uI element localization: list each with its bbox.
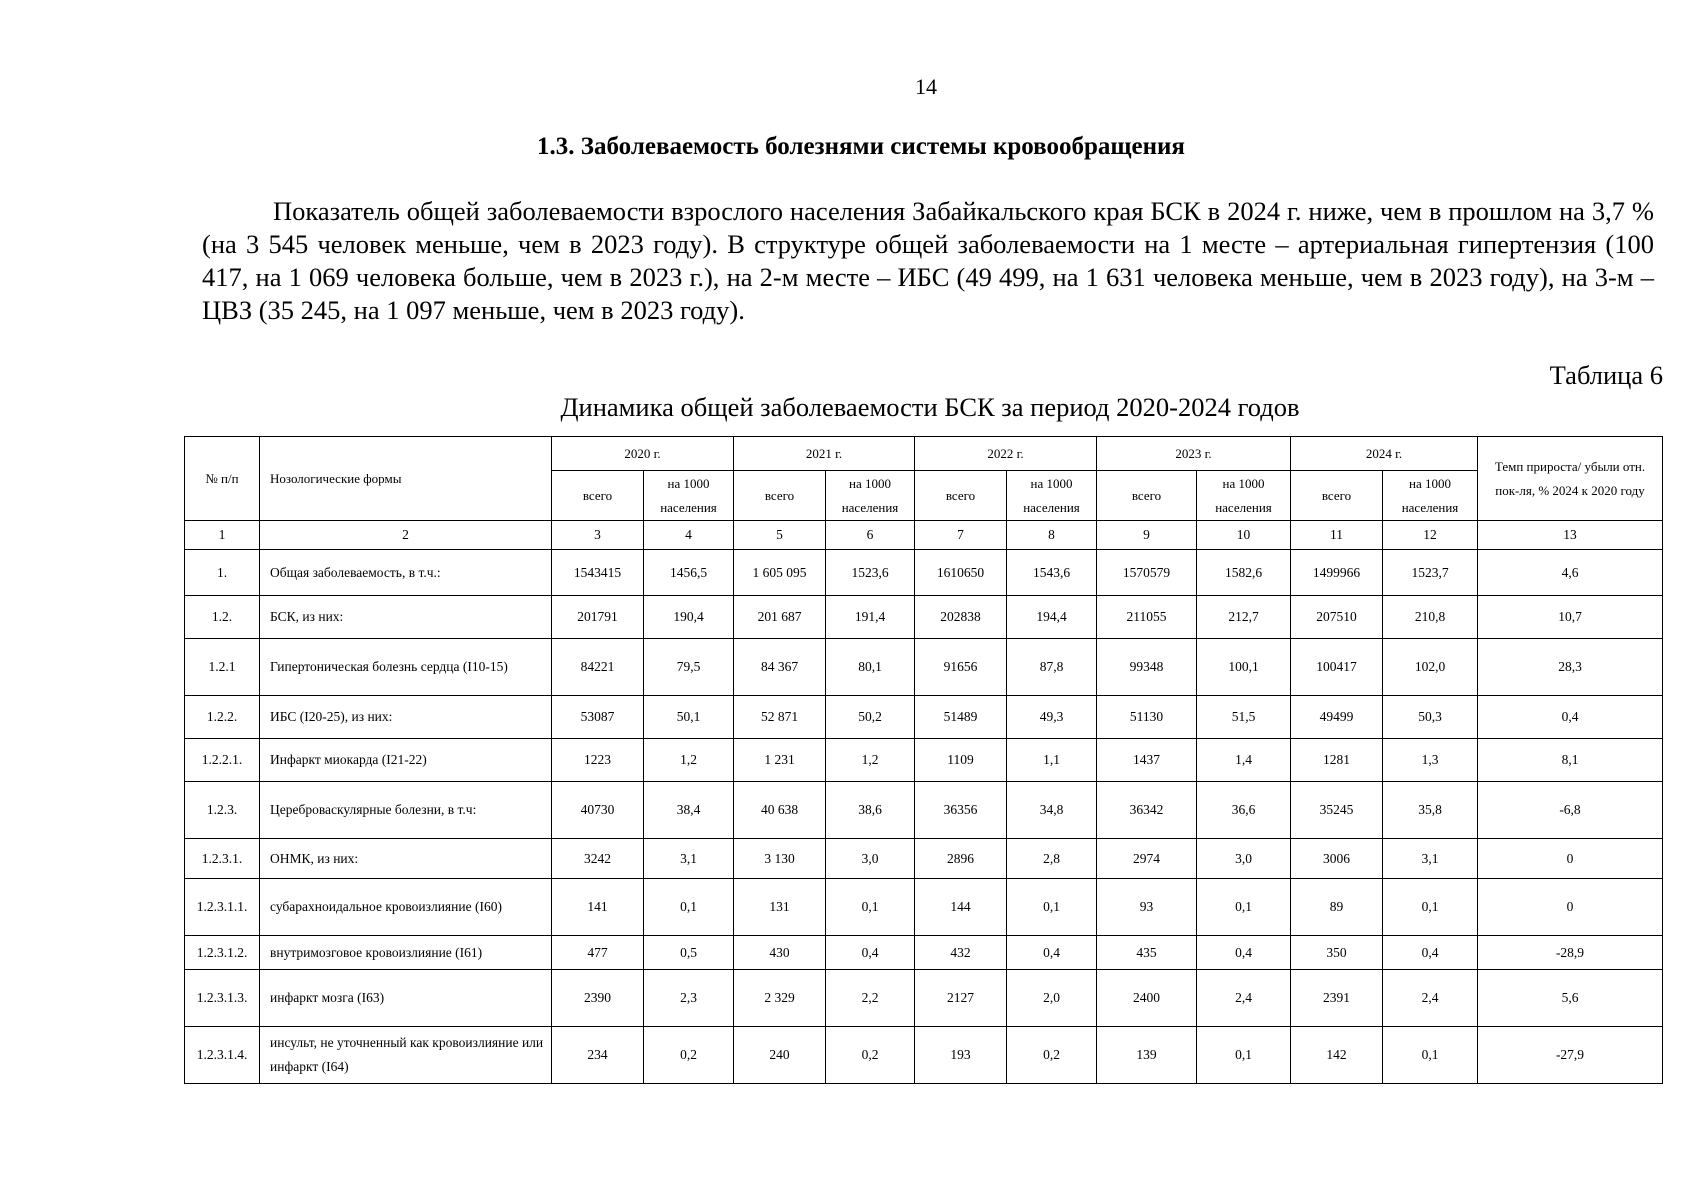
value-cell: 477 (552, 936, 644, 970)
nosology-cell: инсульт, не уточненный как кровоизлияние или инфаркт (I64) (260, 1027, 552, 1084)
value-cell: 211055 (1097, 596, 1197, 639)
value-cell: 0,2 (826, 1027, 915, 1084)
value-cell: 144 (915, 879, 1007, 936)
header-per1000: на 1000 населения (644, 471, 734, 521)
value-cell: 38,6 (826, 782, 915, 839)
value-cell: 51,5 (1197, 696, 1291, 739)
value-cell: 193 (915, 1027, 1007, 1084)
body-paragraph: Показатель общей заболеваемости взрослого населения Забайкальского края БСК в 2024 г. ниже, чем в прошлом на 3,7 % (на 3 545 человек меньше, чем в 2023 году). В структуре общей заболеваемости на 1 месте – артериальная гипертензия (100 417, на 1 069 человека больше, чем в 2023 г.), на 2-м месте – ИБС (49 499, на 1 631 человека меньше, чем в 2023 году), на 3-м – ЦВЗ (35 245, на 1 097 меньше, чем в 2023 году). (202, 196, 1654, 325)
value-cell: 139 (1097, 1027, 1197, 1084)
table-row (185, 936, 1663, 970)
morbidity-table (184, 436, 1663, 1084)
nosology-cell: ИБС (I20-25), из них: (260, 696, 552, 739)
value-cell: 1523,6 (826, 550, 915, 596)
value-cell: 36,6 (1197, 782, 1291, 839)
value-cell: 2,4 (1197, 970, 1291, 1027)
value-cell: 100,1 (1197, 639, 1291, 696)
value-cell: 201791 (552, 596, 644, 639)
table-row (185, 550, 1663, 596)
value-cell: 49,3 (1007, 696, 1097, 739)
value-cell: 3006 (1291, 839, 1383, 879)
value-cell: 142 (1291, 1027, 1383, 1084)
row-number-cell: 1.2.3.1. (185, 839, 260, 879)
table-label: Таблица 6 (1549, 360, 1663, 390)
value-cell: 1456,5 (644, 550, 734, 596)
header-total: всего (915, 471, 1007, 521)
value-cell: 240 (734, 1027, 826, 1084)
value-cell: 80,1 (826, 639, 915, 696)
table-title: Динамика общей заболеваемости БСК за период 2020-2024 годов (560, 392, 1300, 422)
header-form: Нозологические формы (260, 437, 552, 521)
value-cell: 35245 (1291, 782, 1383, 839)
value-cell: 3,0 (1197, 839, 1291, 879)
nosology-cell: субарахноидальное кровоизлияние (I60) (260, 879, 552, 936)
value-cell: 1,3 (1383, 739, 1478, 782)
value-cell: 2974 (1097, 839, 1197, 879)
header-year-2021: 2021 г. (734, 437, 915, 471)
value-cell: 3242 (552, 839, 644, 879)
header-year-2024: 2024 г. (1291, 437, 1478, 471)
value-cell: 10,7 (1478, 596, 1663, 639)
header-per1000: на 1000 населения (1197, 471, 1291, 521)
value-cell: 3,1 (1383, 839, 1478, 879)
row-number-cell: 1.2.3.1.4. (185, 1027, 260, 1084)
value-cell: 210,8 (1383, 596, 1478, 639)
table-row (185, 970, 1663, 1027)
value-cell: 1,1 (1007, 739, 1097, 782)
value-cell: 2,4 (1383, 970, 1478, 1027)
value-cell: 430 (734, 936, 826, 970)
value-cell: -27,9 (1478, 1027, 1663, 1084)
value-cell: 1,2 (644, 739, 734, 782)
value-cell: 93 (1097, 879, 1197, 936)
table-row (185, 879, 1663, 936)
value-cell: 435 (1097, 936, 1197, 970)
value-cell: 432 (915, 936, 1007, 970)
value-cell: 0 (1478, 839, 1663, 879)
header-per1000: на 1000 населения (1383, 471, 1478, 521)
value-cell: 0,2 (1007, 1027, 1097, 1084)
row-number-cell: 1.2.1 (185, 639, 260, 696)
value-cell: 84 367 (734, 639, 826, 696)
nosology-cell: Инфаркт миокарда (I21-22) (260, 739, 552, 782)
value-cell: 1499966 (1291, 550, 1383, 596)
column-number-cell: 2 (260, 521, 552, 550)
table-row (185, 839, 1663, 879)
value-cell: 50,2 (826, 696, 915, 739)
value-cell: 201 687 (734, 596, 826, 639)
header-total: всего (1291, 471, 1383, 521)
value-cell: -6,8 (1478, 782, 1663, 839)
value-cell: 131 (734, 879, 826, 936)
column-number-cell: 5 (734, 521, 826, 550)
value-cell: 0,4 (1007, 936, 1097, 970)
header-per1000: на 1000 населения (826, 471, 915, 521)
header-year-2020: 2020 г. (552, 437, 734, 471)
value-cell: 2127 (915, 970, 1007, 1027)
column-number-cell: 1 (185, 521, 260, 550)
header-total: всего (734, 471, 826, 521)
value-cell: 100417 (1291, 639, 1383, 696)
value-cell: 1109 (915, 739, 1007, 782)
header-total: всего (552, 471, 644, 521)
column-number-cell: 9 (1097, 521, 1197, 550)
value-cell: 79,5 (644, 639, 734, 696)
column-number-cell: 6 (826, 521, 915, 550)
value-cell: 2,8 (1007, 839, 1097, 879)
header-num: № п/п (185, 437, 260, 521)
nosology-cell: БСК, из них: (260, 596, 552, 639)
table-row (185, 596, 1663, 639)
table-row (185, 1027, 1663, 1084)
value-cell: 0,1 (1383, 1027, 1478, 1084)
value-cell: 99348 (1097, 639, 1197, 696)
value-cell: 3,1 (644, 839, 734, 879)
nosology-cell: Гипертоническая болезнь сердца (I10-15) (260, 639, 552, 696)
nosology-cell: Цереброваскулярные болезни, в т.ч: (260, 782, 552, 839)
value-cell: 102,0 (1383, 639, 1478, 696)
value-cell: 51130 (1097, 696, 1197, 739)
value-cell: 0,1 (826, 879, 915, 936)
value-cell: 2,2 (826, 970, 915, 1027)
row-number-cell: 1.2.3.1.3. (185, 970, 260, 1027)
value-cell: 1543415 (552, 550, 644, 596)
value-cell: 1,2 (826, 739, 915, 782)
header-growth: Темп прироста/ убыли отн. пок-ля, % 2024 к 2020 году (1478, 437, 1663, 521)
column-number-cell: 13 (1478, 521, 1663, 550)
value-cell: 0,4 (826, 936, 915, 970)
value-cell: 3 130 (734, 839, 826, 879)
value-cell: 2896 (915, 839, 1007, 879)
column-number-cell: 12 (1383, 521, 1478, 550)
value-cell: 2,3 (644, 970, 734, 1027)
column-number-row (185, 521, 1663, 550)
value-cell: 53087 (552, 696, 644, 739)
value-cell: 8,1 (1478, 739, 1663, 782)
value-cell: 28,3 (1478, 639, 1663, 696)
value-cell: 2,0 (1007, 970, 1097, 1027)
value-cell: 0,1 (1197, 1027, 1291, 1084)
value-cell: 51489 (915, 696, 1007, 739)
row-number-cell: 1. (185, 550, 260, 596)
value-cell: 202838 (915, 596, 1007, 639)
value-cell: 52 871 (734, 696, 826, 739)
value-cell: 1610650 (915, 550, 1007, 596)
value-cell: 1 605 095 (734, 550, 826, 596)
value-cell: 0,1 (1197, 879, 1291, 936)
value-cell: 0,4 (1383, 936, 1478, 970)
table-row (185, 696, 1663, 739)
value-cell: 234 (552, 1027, 644, 1084)
value-cell: 87,8 (1007, 639, 1097, 696)
table-row (185, 782, 1663, 839)
value-cell: 2 329 (734, 970, 826, 1027)
nosology-cell: ОНМК, из них: (260, 839, 552, 879)
value-cell: 91656 (915, 639, 1007, 696)
value-cell: 40 638 (734, 782, 826, 839)
value-cell: 1582,6 (1197, 550, 1291, 596)
value-cell: 0,1 (1383, 879, 1478, 936)
value-cell: 212,7 (1197, 596, 1291, 639)
value-cell: 3,0 (826, 839, 915, 879)
row-number-cell: 1.2.2.1. (185, 739, 260, 782)
row-number-cell: 1.2.3. (185, 782, 260, 839)
header-total: всего (1097, 471, 1197, 521)
header-per1000: на 1000 населения (1007, 471, 1097, 521)
value-cell: 0,1 (644, 879, 734, 936)
value-cell: 1570579 (1097, 550, 1197, 596)
value-cell: 1523,7 (1383, 550, 1478, 596)
value-cell: 89 (1291, 879, 1383, 936)
value-cell: 1 231 (734, 739, 826, 782)
row-number-cell: 1.2.2. (185, 696, 260, 739)
value-cell: 38,4 (644, 782, 734, 839)
value-cell: 207510 (1291, 596, 1383, 639)
value-cell: 50,3 (1383, 696, 1478, 739)
value-cell: 34,8 (1007, 782, 1097, 839)
column-number-cell: 4 (644, 521, 734, 550)
value-cell: 0 (1478, 879, 1663, 936)
value-cell: 35,8 (1383, 782, 1478, 839)
value-cell: 84221 (552, 639, 644, 696)
column-number-cell: 10 (1197, 521, 1291, 550)
value-cell: 36342 (1097, 782, 1197, 839)
value-cell: 50,1 (644, 696, 734, 739)
column-number-cell: 8 (1007, 521, 1097, 550)
table-row (185, 639, 1663, 696)
value-cell: 2400 (1097, 970, 1197, 1027)
value-cell: 1543,6 (1007, 550, 1097, 596)
value-cell: 40730 (552, 782, 644, 839)
header-year-2022: 2022 г. (915, 437, 1097, 471)
value-cell: 4,6 (1478, 550, 1663, 596)
value-cell: 0,5 (644, 936, 734, 970)
nosology-cell: инфаркт мозга (I63) (260, 970, 552, 1027)
row-number-cell: 1.2. (185, 596, 260, 639)
value-cell: 0,1 (1007, 879, 1097, 936)
value-cell: 1,4 (1197, 739, 1291, 782)
value-cell: 194,4 (1007, 596, 1097, 639)
row-number-cell: 1.2.3.1.2. (185, 936, 260, 970)
value-cell: 190,4 (644, 596, 734, 639)
value-cell: 1437 (1097, 739, 1197, 782)
column-number-cell: 3 (552, 521, 644, 550)
value-cell: 5,6 (1478, 970, 1663, 1027)
table-row (185, 739, 1663, 782)
value-cell: 0,2 (644, 1027, 734, 1084)
value-cell: 2390 (552, 970, 644, 1027)
value-cell: 1223 (552, 739, 644, 782)
value-cell: 49499 (1291, 696, 1383, 739)
page-number: 14 (915, 74, 937, 99)
value-cell: 141 (552, 879, 644, 936)
column-number-cell: 7 (915, 521, 1007, 550)
nosology-cell: внутримозговое кровоизлияние (I61) (260, 936, 552, 970)
value-cell: 36356 (915, 782, 1007, 839)
value-cell: -28,9 (1478, 936, 1663, 970)
header-year-2023: 2023 г. (1097, 437, 1291, 471)
value-cell: 350 (1291, 936, 1383, 970)
header-row-years (185, 437, 1663, 471)
section-title: 1.3. Заболеваемость болезнями системы кровообращения (537, 133, 1185, 160)
value-cell: 0,4 (1197, 936, 1291, 970)
column-number-cell: 11 (1291, 521, 1383, 550)
row-number-cell: 1.2.3.1.1. (185, 879, 260, 936)
value-cell: 2391 (1291, 970, 1383, 1027)
nosology-cell: Общая заболеваемость, в т.ч.: (260, 550, 552, 596)
value-cell: 0,4 (1478, 696, 1663, 739)
value-cell: 1281 (1291, 739, 1383, 782)
value-cell: 191,4 (826, 596, 915, 639)
